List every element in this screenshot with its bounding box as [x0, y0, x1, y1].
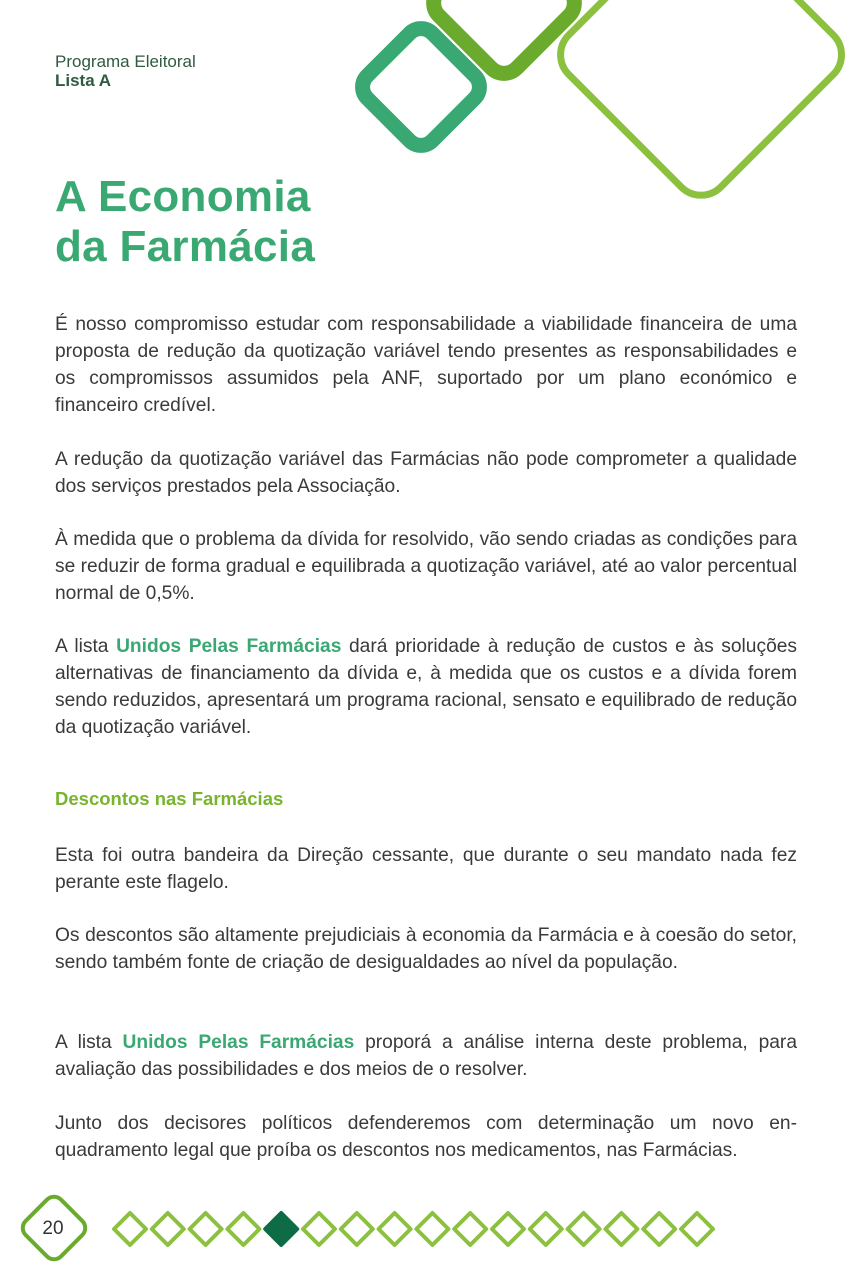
page-indicator — [190, 1213, 222, 1245]
page-indicator — [379, 1213, 411, 1245]
paragraph-text — [55, 1029, 797, 1083]
footer-decoration — [0, 1185, 850, 1275]
page-indicator-active — [265, 1213, 297, 1245]
page-indicator — [681, 1213, 713, 1245]
list-name-highlight: Unidos Pelas Farmácias — [122, 1032, 355, 1053]
text-span: A lista — [55, 1032, 123, 1053]
paragraph-text: Junto dos decisores políticos defenderemos com determinação um novo enquadramento legal que proíba os descontos nos medicamentos, nas Farmácias. — [55, 1113, 797, 1161]
page-indicator — [492, 1213, 524, 1245]
title-line-1: A Economia — [55, 172, 311, 221]
paragraph-text: Esta foi outra bandeira da Direção cessante, que durante o seu mandato nada fez perante este flagelo. — [55, 845, 797, 893]
lime-diamond-shape — [549, 0, 850, 207]
page-indicator — [227, 1213, 259, 1245]
title-line-2: da Farmácia — [55, 222, 316, 271]
page-indicator — [643, 1213, 675, 1245]
page-indicator — [341, 1213, 373, 1245]
document-header — [55, 52, 196, 90]
page-indicator — [454, 1213, 486, 1245]
list-name-highlight: Unidos Pelas Farmácias — [116, 636, 342, 657]
page-indicator — [568, 1213, 600, 1245]
paragraph-text — [55, 633, 797, 741]
text-span: proporá a análise interna deste problema, para avaliação das possibilidades e dos meios de o resolver. — [55, 1032, 797, 1080]
paragraph-4 — [55, 633, 797, 741]
paragraph-1 — [55, 311, 797, 419]
paragraph-text: É nosso compromisso estudar com responsabilidade a viabilidade financeira de uma proposta de redução da quotização variável tendo presentes as responsabilidades e os compromissos assumidos pela ANF, suportado por um plano económico e financeiro credível. — [55, 314, 797, 416]
page-indicator — [303, 1213, 335, 1245]
page-indicator — [605, 1213, 637, 1245]
page-indicator — [114, 1213, 146, 1245]
paragraph-text: A redução da quotização variável das Farmácias não pode comprometer a qualidade dos serviços prestados pela Associação. — [55, 449, 797, 497]
page-title — [55, 172, 315, 272]
page-number: 20 — [42, 1218, 64, 1239]
section2-paragraph-1 — [55, 842, 797, 896]
section-heading: Descontos nas Farmácias — [55, 788, 284, 809]
section2-paragraph-2 — [55, 922, 797, 976]
text-span: A lista — [55, 636, 117, 657]
page-indicator — [152, 1213, 184, 1245]
section2-paragraph-3 — [55, 1029, 797, 1083]
section2-paragraph-4 — [55, 1110, 797, 1164]
page-indicator — [530, 1213, 562, 1245]
paragraph-text: À medida que o problema da dívida for resolvido, vão sendo criadas as condições para se reduzir de forma gradual e equilibrada a quotização variável, até ao valor percentual normal de 0,5%. — [55, 529, 797, 604]
paragraph-text: Os descontos são altamente prejudiciais à economia da Farmácia e à coesão do setor, sendo também fonte de criação de desigualdades ao nível da população. — [55, 925, 797, 973]
list-label: Lista A — [55, 71, 112, 90]
text-span: dará prioridade à redução de custos e às soluções alternativas de financiamento da dívida e, à medida que os custos e a dívida forem sendo reduzidos, apresentará um programa racional, sensato e equilibrado de redução da quotização variável. — [55, 636, 798, 738]
program-label: Programa Eleitoral — [55, 52, 196, 71]
paragraph-3 — [55, 526, 797, 607]
paragraph-2 — [55, 446, 797, 500]
page-indicator — [416, 1213, 448, 1245]
